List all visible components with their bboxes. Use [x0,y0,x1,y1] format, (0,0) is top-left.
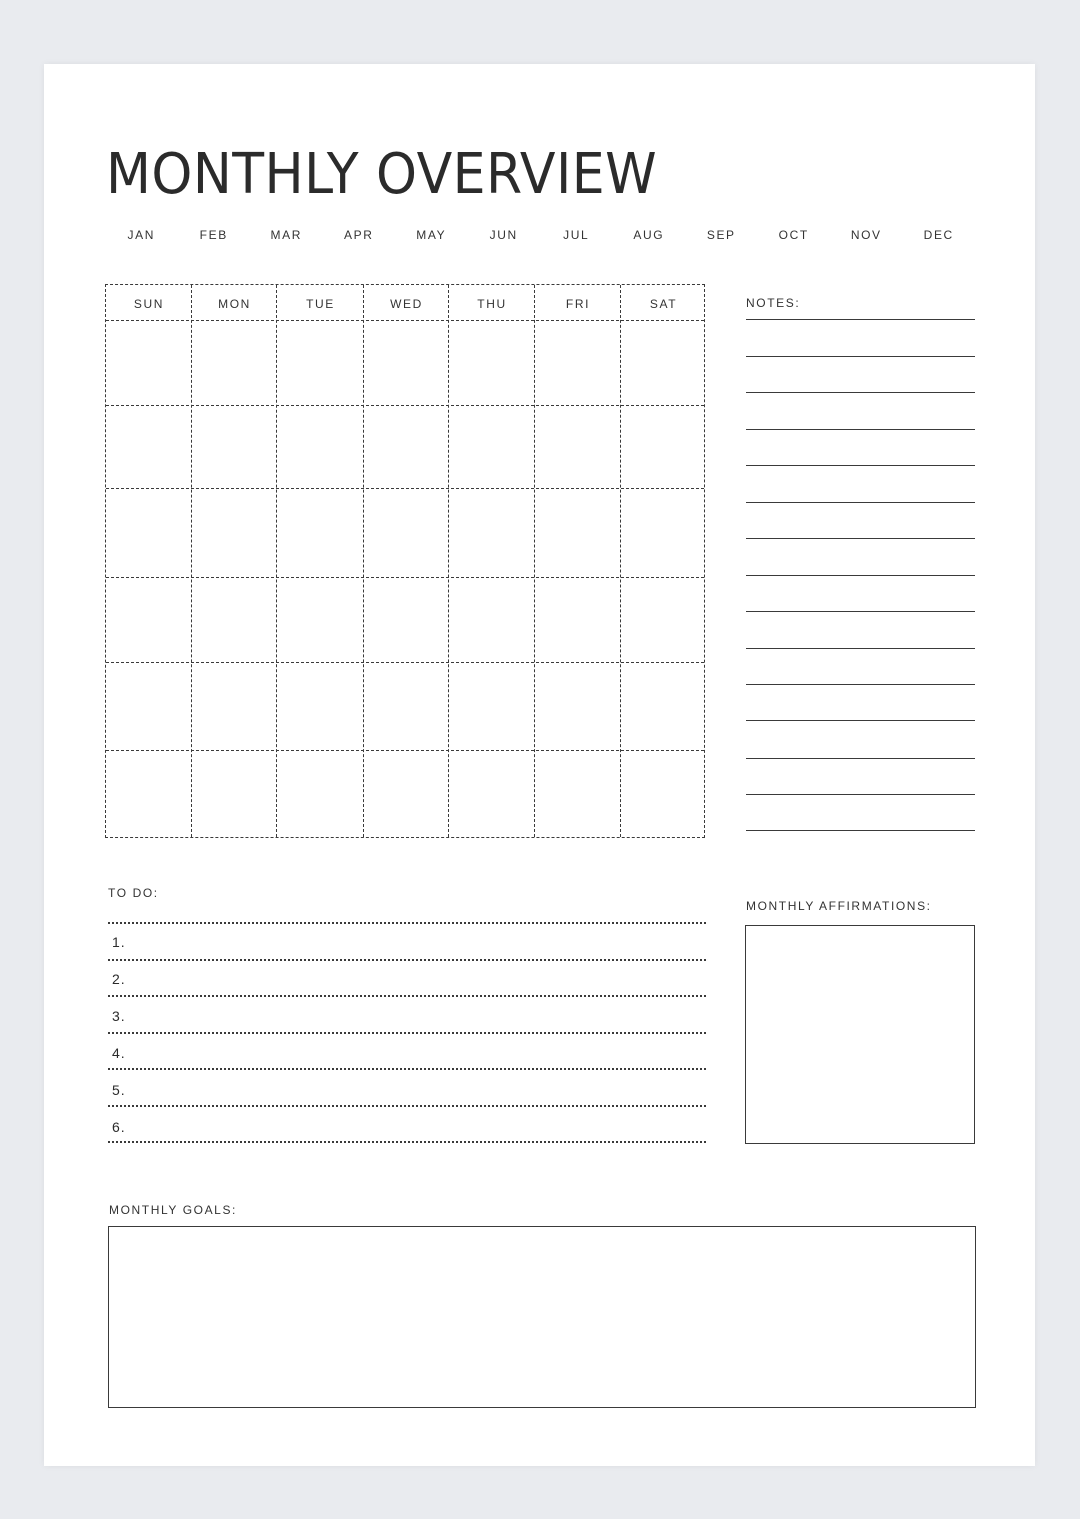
notes-label: NOTES: [746,296,801,310]
grid-divider [106,405,704,406]
todo-line[interactable] [108,959,706,961]
day-header-sun: SUN [133,297,165,311]
month-aug[interactable]: AUG [633,228,665,242]
todo-line[interactable] [108,1068,706,1070]
day-header-wed: WED [390,297,423,311]
month-mar[interactable]: MAR [270,228,302,242]
month-may[interactable]: MAY [416,228,447,242]
month-nov[interactable]: NOV [850,228,882,242]
day-header-tue: TUE [306,297,335,311]
todo-label: TO DO: [108,886,159,900]
grid-divider [106,750,704,751]
day-header-sat: SAT [649,297,678,311]
todo-item-number: 4. [112,1045,126,1061]
todo-item-number: 6. [112,1119,126,1135]
month-jun[interactable]: JUN [489,228,518,242]
day-header-fri: FRI [565,297,591,311]
notes-line[interactable] [746,319,975,320]
todo-line [108,922,706,924]
goals-box[interactable] [108,1226,976,1408]
calendar-grid [105,284,705,838]
grid-divider [106,320,704,321]
affirmations-box[interactable] [745,925,975,1144]
grid-divider [191,285,192,837]
todo-item-number: 5. [112,1082,126,1098]
page-title: MONTHLY OVERVIEW [106,142,658,207]
month-sep[interactable]: SEP [706,228,736,242]
day-header-thu: THU [477,297,507,311]
grid-divider [448,285,449,837]
day-header-mon: MON [218,297,251,311]
todo-item-number: 2. [112,971,126,987]
notes-line[interactable] [746,465,975,466]
notes-line[interactable] [746,720,975,721]
notes-line[interactable] [746,538,975,539]
grid-divider [363,285,364,837]
month-oct[interactable]: OCT [778,228,809,242]
notes-line[interactable] [746,575,975,576]
month-jan[interactable]: JAN [127,228,155,242]
grid-divider [106,488,704,489]
grid-divider [534,285,535,837]
notes-line[interactable] [746,684,975,685]
notes-line[interactable] [746,429,975,430]
notes-line[interactable] [746,392,975,393]
todo-line[interactable] [108,1032,706,1034]
todo-line[interactable] [108,995,706,997]
notes-line[interactable] [746,502,975,503]
affirmations-label: MONTHLY AFFIRMATIONS: [746,899,932,913]
notes-line[interactable] [746,758,975,759]
grid-divider [106,577,704,578]
month-dec[interactable]: DEC [923,228,954,242]
todo-line[interactable] [108,1105,706,1107]
notes-line[interactable] [746,356,975,357]
grid-divider [276,285,277,837]
month-selector [105,226,975,244]
grid-divider [106,662,704,663]
notes-line[interactable] [746,648,975,649]
notes-line[interactable] [746,794,975,795]
notes-line[interactable] [746,611,975,612]
goals-label: MONTHLY GOALS: [109,1203,237,1217]
month-feb[interactable]: FEB [199,228,228,242]
month-apr[interactable]: APR [344,228,374,242]
grid-divider [620,285,621,837]
todo-item-number: 1. [112,934,126,950]
notes-line[interactable] [746,830,975,831]
todo-item-number: 3. [112,1008,126,1024]
month-jul[interactable]: JUL [563,228,590,242]
todo-line[interactable] [108,1141,706,1143]
